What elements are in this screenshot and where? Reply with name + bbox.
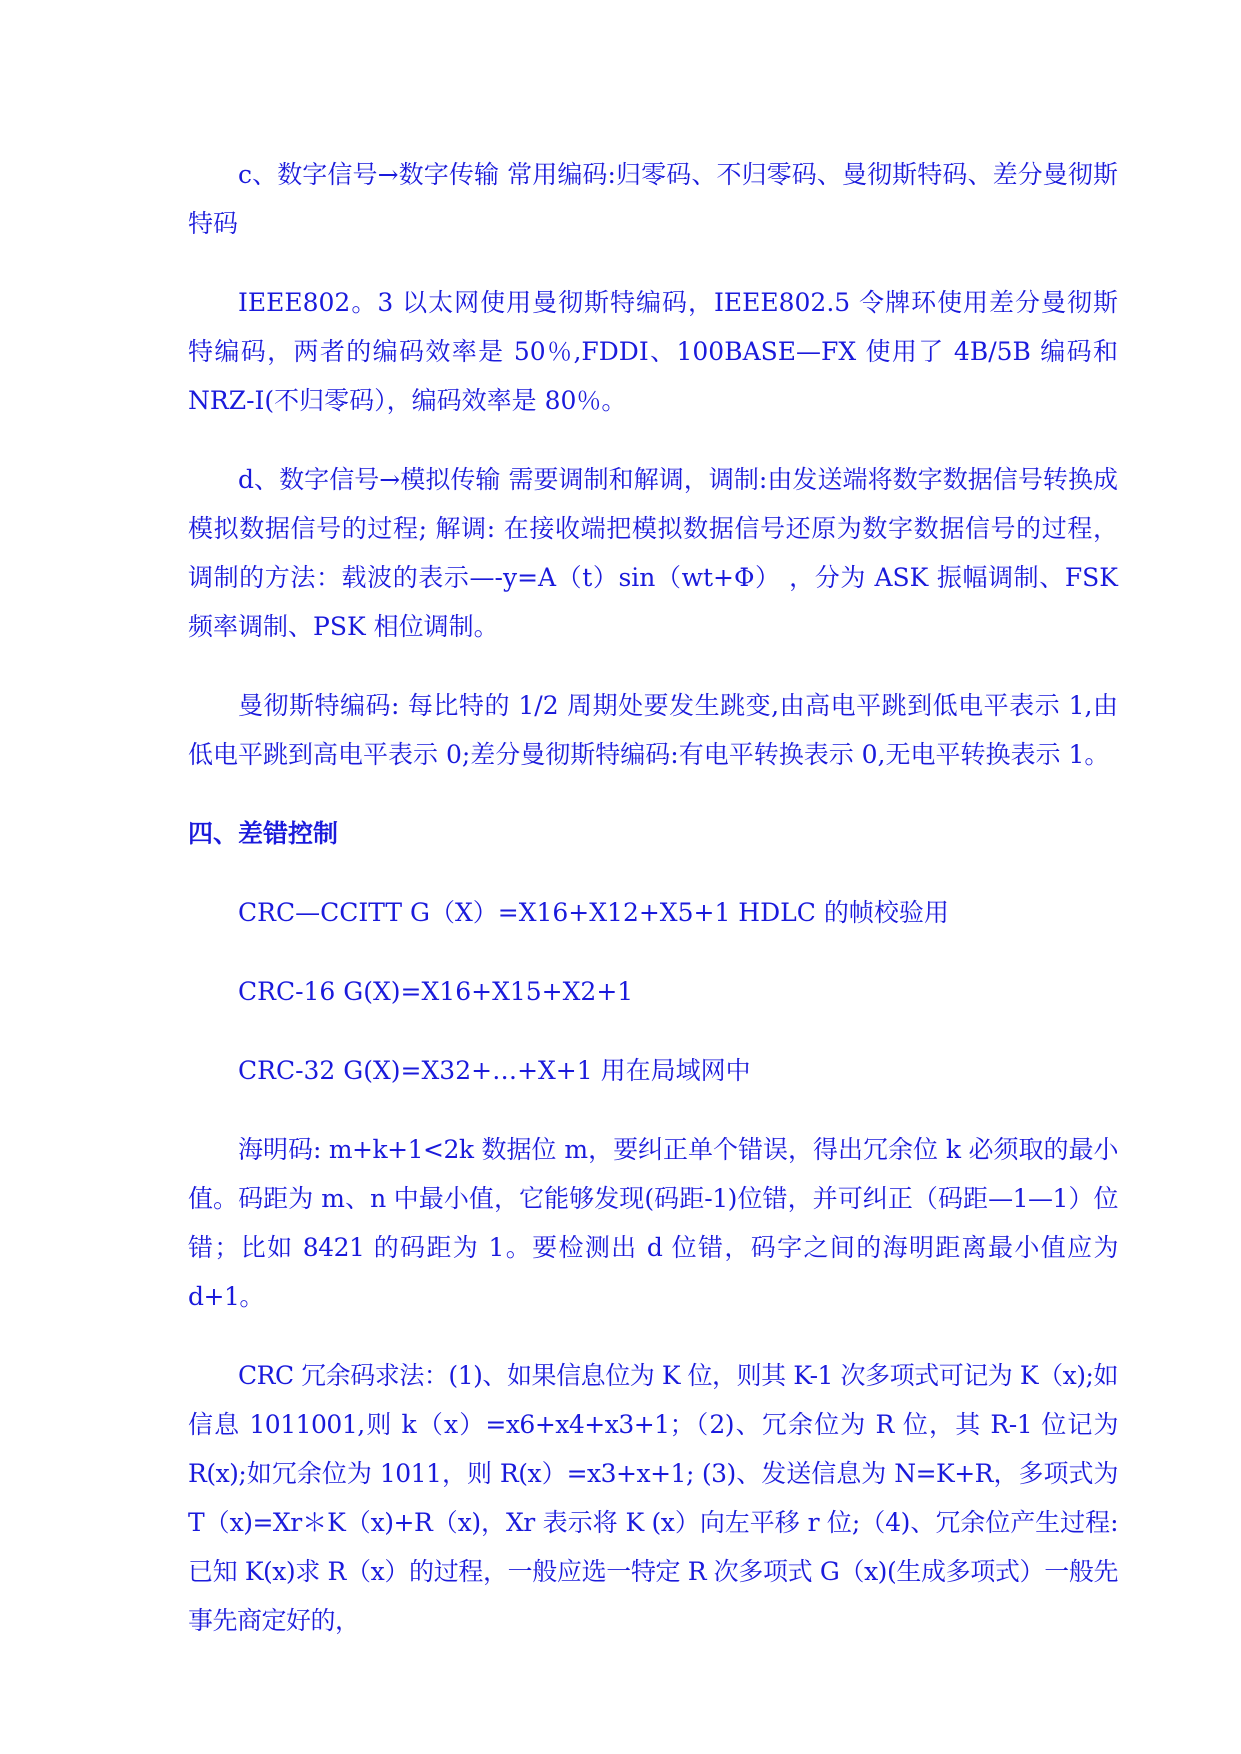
crc-16-line: CRC-16 G(X)=X16+X15+X2+1 xyxy=(238,977,634,1006)
paragraph-digital-transmission: c、数字信号→数字传输 常用编码:归零码、不归零码、曼彻斯特码、差分曼彻斯特码 xyxy=(188,160,1118,238)
crc-32-line: CRC-32 G(X)=X32+…+X+1 用在局域网中 xyxy=(238,1056,751,1085)
section-heading: 四、差错控制 xyxy=(188,819,339,848)
paragraph-hamming: 海明码: m+k+1<2k 数据位 m，要纠正单个错误，得出冗余位 k 必须取的最小值。码距为 m、n 中最小值，它能够发现(码距-1)位错，并可纠正（码距—1—1）位错；比如 8421 的码距为 1。要检测出 d 位错，码字之间的海明距离最小值应为 d+1。 xyxy=(188,1135,1118,1311)
document-page xyxy=(188,150,1118,1675)
paragraph-manchester: 曼彻斯特编码: 每比特的 1/2 周期处要发生跳变,由高电平跳到低电平表示 1,由低电平跳到高电平表示 0;差分曼彻斯特编码:有电平转换表示 0,无电平转换表示 1。 xyxy=(188,691,1118,769)
paragraph-ieee-encoding: IEEE802。3 以太网使用曼彻斯特编码，IEEE802.5 令牌环使用差分曼彻斯特编码，两者的编码效率是 50％,FDDI、100BASE—FX 使用了 4B/5B 编码和 NRZ-I(不归零码），编码效率是 80％。 xyxy=(188,288,1118,415)
crc-ccitt-line: CRC—CCITT G（X）=X16+X12+X5+1 HDLC 的帧校验用 xyxy=(238,898,949,927)
paragraph-modulation: d、数字信号→模拟传输 需要调制和解调，调制:由发送端将数字数据信号转换成模拟数据信号的过程; 解调: 在接收端把模拟数据信号还原为数字数据信号的过程，调制的方法：载波的表示—-y=A（t）sin（wt+Φ） ，分为 ASK 振幅调制、FSK 频率调制、PSK 相位调制。 xyxy=(188,465,1118,641)
paragraph-crc-method: CRC 冗余码求法：(1)、如果信息位为 K 位，则其 K-1 次多项式可记为 K（x);如信息 1011001,则 k（x）=x6+x4+x3+1；（2)、冗余位为 R 位，其 R-1 位记为 R(x);如冗余位为 1011，则 R(x）=x3+x+1; (3)、发送信息为 N=K+R，多项式为 T（x)=Xr＊K（x)+R（x)，Xr 表示将 K (x）向左平移 r 位;（4)、冗余位产生过程:已知 K(x)求 R（x）的过程，一般应选一特定 R 次多项式 G（x)(生成多项式）一般先事先商定好的， xyxy=(188,1361,1118,1635)
